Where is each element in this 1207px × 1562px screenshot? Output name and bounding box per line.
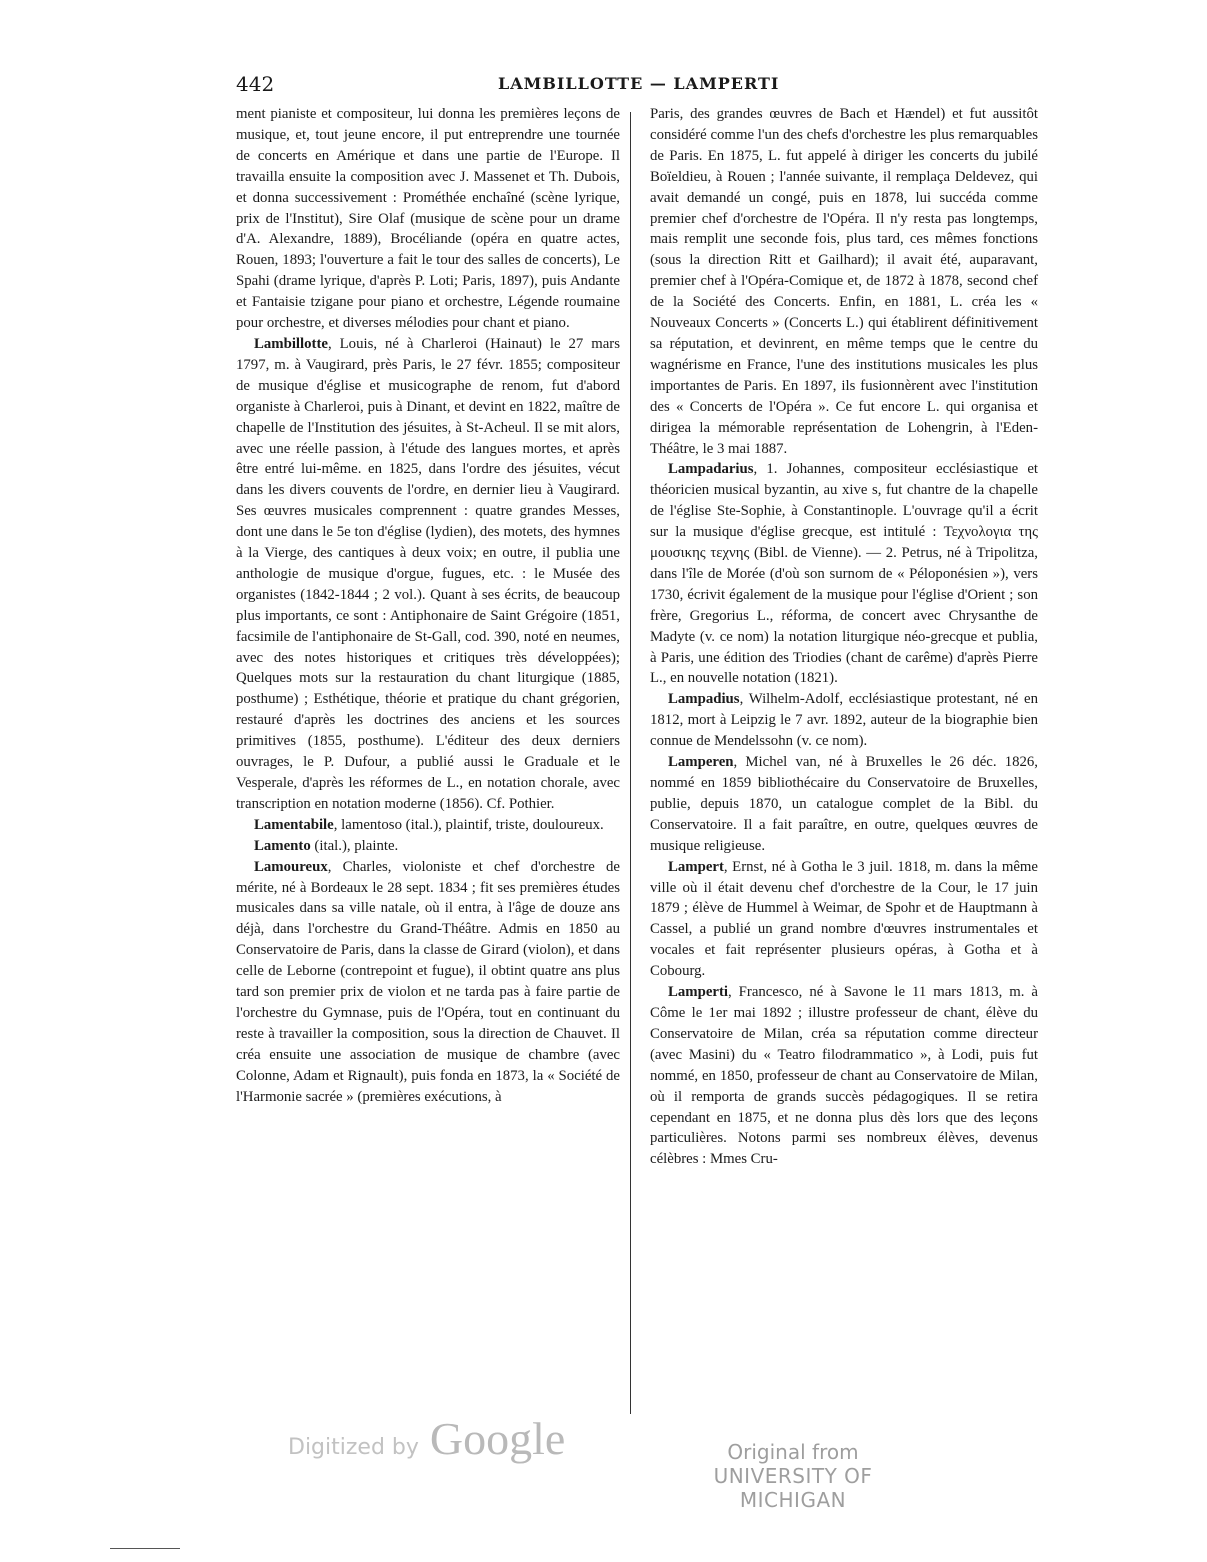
entry-lamoureux: Lamoureux, Charles, violoniste et chef d'orchestre de mérite, né à Bordeaux le 28 sept. 1834 ; fit ses premières études musicales dans sa ville natale, où il entra, à l'âge de douze ans déjà, dans l'orchestre du Grand-Théâtre. Admis en 1850 au Conservatoire de Paris, dans la classe de Girard (violon), et dans celle de Leborne (contrepoint et fugue), il obtint quatre ans plus tard son premier prix de violon et ne tarda pas à faire partie de l'orchestre du Gymnase, puis de l'Opéra, tout en continuant du reste à travailler la composition, sous la direction de Chauvet. Il créa ensuite une association de musique de chambre (avec Colonne, Adam et Rignault), puis fonda en 1873, la « Société de l'Harmonie sacrée » (premières exécutions, à [236,858,620,1105]
right-column [650,104,1038,1170]
scan-edge-mark [110,1548,180,1549]
entry-headword: Lamoureux [254,858,328,875]
entry-lamentabile: Lamentabile, lamentoso (ital.), plaintif, triste, douloureux. [254,816,604,833]
entry-lamperen: Lamperen, Michel van, né à Bruxelles le 26 déc. 1826, nommé en 1859 bibliothécaire du Conservatoire de Bruxelles, publie, depuis 1870, un catalogue complet de la Bibl. du Conservatoire. Il a fait paraître, en outre, quelques œuvres de musique religieuse. [650,754,1038,854]
entry-headword: Lamperen [668,754,734,771]
google-logo: Google [429,1413,566,1464]
page-number: 442 [236,72,275,96]
entry-headword: Lamentabile [254,816,334,833]
entry-headword: Lampert [668,858,724,875]
entry-lampert: Lampert, Ernst, né à Gotha le 3 juil. 1818, m. dans la même ville où il était devenu chef d'orchestre de la Cour, le 17 juin 1879 ; élève de Hummel à Weimar, de Spohr et de Hauptmann à Cassel, a publié un grand nombre d'œuvres instrumentales et vocales et fait représenter plusieurs opéras, à Gotha et à Cobourg. [650,858,1038,980]
entry-headword: Lamperti [668,984,728,1001]
running-head: LAMBILLOTTE — LAMPERTI [498,74,780,93]
paragraph-continuation: ment pianiste et compositeur, lui donna les premières leçons de musique, et, tout jeune encore, il put entreprendre une tournée de concerts en Amérique et dans une partie de l'Europe. Il travailla ensuite la composition avec J. Massenet et Th. Dubois, et donna successivement : Prométhée enchaîné (scène lyrique, prix de l'Institut), Sire Olaf (musique de scène pour un drame d'A. Alexandre, 1889), Brocéliande (opéra en quatre actes, Rouen, 1893; l'ouverture a fait le tour des salles de concerts), Le Spahi (drame lyrique, d'après P. Loti; Paris, 1897), puis Andante et Fantaisie tzigane pour piano et orchestre, Légende roumaine pour orchestre, et diverses mélodies pour chant et piano. [236,106,620,332]
paragraph-continuation-lamoureux: Paris, des grandes œuvres de Bach et Hændel) et fut aussitôt considéré comme l'un des chefs d'orchestre les plus remarquables de Paris. En 1875, L. fut appelé à diriger les concerts du jubilé Boïeldieu, à Rouen ; l'année suivante, il remplaça Deldevez, qui avait demandé un congé, puis en 1878, lui succéda comme premier chef d'orchestre de l'Opéra. Il n'y resta pas longtemps, mais remplit une seconde fois, plus tard, ces mêmes fonctions (sous la direction Ritt et Gailhard); il avait été, auparavant, premier chef à l'Opéra-Comique et, de 1872 à 1878, second chef de la Société des Concerts. Enfin, en 1881, L. créa les « Nouveaux Concerts » (Concerts L.) qui établirent définitivement sa réputation, et devinrent, en même temps que le centre du wagnérisme en France, l'une des institutions musicales les plus importantes de Paris. En 1897, ils fusionnèrent avec l'institution des « Concerts de l'Opéra ». Ce fut encore L. qui organisa et dirigea la mémorable représentation de Lohengrin, à l'Eden-Théâtre, le 3 mai 1887. [650,106,1038,457]
entry-lamento: Lamento (ital.), plainte. [254,837,399,854]
left-column [236,104,620,1108]
digitized-by-label: Digitized by [288,1435,419,1460]
institution-label: UNIVERSITY OF MICHIGAN [713,1464,873,1512]
original-from-watermark [668,1440,918,1512]
entry-headword: Lambillotte [254,335,328,352]
column-divider [630,112,631,1414]
entry-lamperti: Lamperti, Francesco, né à Savone le 11 mars 1813, m. à Côme le 1er mai 1892 ; illustre professeur de chant, élève du Conservatoire de Milan, créa sa réputation comme directeur (avec Masini) du « Teatro filodrammatico », à Lodi, puis fut nommé, en 1850, professeur de chant au Conservatoire de Milan, où il remporta de grands succès pédagogiques. Il se retira cependant en 1875, et ne donna plus dès lors que des leçons particulières. Notons parmi ses nombreux élèves, devenus célèbres : Mmes Cru- [650,984,1038,1168]
original-from-label: Original from [727,1440,859,1464]
digitized-by-watermark [288,1412,565,1465]
entry-headword: Lampadarius [668,461,754,478]
entry-lambillotte: Lambillotte, Louis, né à Charleroi (Hainaut) le 27 mars 1797, m. à Vaugirard, près Paris, le 27 févr. 1855; compositeur de musique d'église et musicographe de renom, fut d'abord organiste à Charleroi, puis à Dinant, et devint en 1822, maître de chapelle de l'Institution des jésuites, à St-Acheul. Il se mit alors, avec une réelle passion, à l'étude des langues mortes, et après être entré lui-même. en 1825, dans l'ordre des jésuites, vécut dans les divers couvents de l'ordre, en dernier lieu à Vaugirard. Ses œuvres musicales comprennent : quatre grandes Messes, dont une dans le 5e ton d'église (lydien), des motets, des hymnes à la Vierge, des cantiques à deux voix; en outre, il publia une anthologie de musique d'orgue, fugues, etc. : le Musée des organistes (1842-1844 ; 2 vol.). Quant à ses écrits, de beaucoup plus importants, ce sont : Antiphonaire de Saint Grégoire (1851, facsimile de l'antiphonaire de St-Gall, cod. 390, noté en neumes, avec des notes historiques et critiques très développées); Quelques mots sur la restauration du chant liturgique (1885, posthume) ; Esthétique, théorie et pratique du chant grégorien, restauré d'après les doctrines des anciens et les sources primitives (1855, posthume). L'éditeur des deux derniers ouvrages, le P. Dufour, a publié aussi le Graduale et le Vesperale, d'après les réformes de L., en notation chorale, avec transcription en notation moderne (1856). Cf. Pothier. [236,335,620,812]
entry-headword: Lampadius [668,691,740,708]
entry-lampadius: Lampadius, Wilhelm-Adolf, ecclésiastique protestant, né en 1812, mort à Leipzig le 7 avr. 1892, auteur de la biographie bien connue de Mendelssohn (v. ce nom). [650,691,1038,750]
entry-lampadarius: Lampadarius, 1. Johannes, compositeur ecclésiastique et théoricien musical byzantin, au xive s, fut chantre de la chapelle de l'église Ste-Sophie, à Constantinople. L'ouvrage qu'il a écrit sur la musique d'église grecque, est intitulé : Τεχνολογια της μουσικης τεχνης (Bibl. de Vienne). — 2. Petrus, né à Tripolitza, dans l'île de Morée (d'où son surnom de « Péloponésien »), vers 1730, écrivit également de la musique pour l'église d'Orient ; son frère, Gregorius L., réforma, de concert avec Chrysanthe de Madyte (v. ce nom) la notation liturgique néo-grecque et publia, à Paris, une édition des Triodies (chant de carême) d'après Pierre L., en nouvelle notation (1821). [650,461,1038,687]
entry-headword: Lamento [254,837,315,854]
